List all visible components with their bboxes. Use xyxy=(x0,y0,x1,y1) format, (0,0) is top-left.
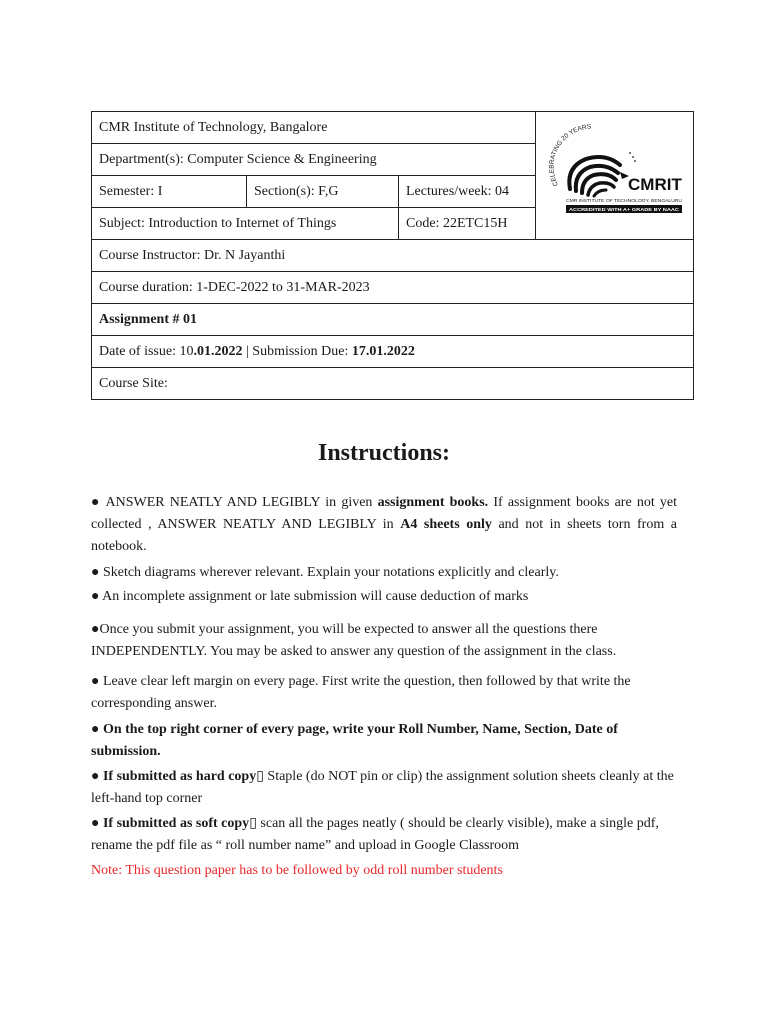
instruction-7 xyxy=(91,766,677,810)
instruction-8-bold: ● If submitted as soft copy xyxy=(91,816,250,831)
logo-accreditation: ACCREDITED WITH A+ GRADE BY NAAC xyxy=(568,207,680,212)
institute-name: CMR Institute of Technology, Bangalore xyxy=(92,112,536,144)
issue-label: Date of issue: 10 xyxy=(99,343,194,359)
due-date: 17.01.2022 xyxy=(351,343,415,359)
instruction-7-bold: ● If submitted as hard copy xyxy=(91,769,257,784)
dates-row xyxy=(92,336,694,368)
instruction-1-text: ● ANSWER NEATLY AND LEGIBLY in given xyxy=(91,495,378,510)
instruction-3: ● An incomplete assignment or late submission will cause deduction of marks xyxy=(91,589,529,604)
instruction-4: ●Once you submit your assignment, you will be expected to answer all the questions there INDEPENDENTLY. You may be asked to answer any question of the assignment in the class. xyxy=(91,622,617,659)
semester: Semester: I xyxy=(92,176,247,208)
logo-tagline: CMR INSTITUTE OF TECHNOLOGY, BENGALURU xyxy=(565,198,682,203)
assignment-number: Assignment # 01 xyxy=(92,304,694,336)
lectures-per-week: Lectures/week: 04 xyxy=(399,176,536,208)
course-header-table xyxy=(91,111,694,400)
instruction-8-text: scan all the pages neatly ( should be clearly visible), make a single pdf, rename the pdf file as “ roll number name” and upload in Google Classroom xyxy=(91,816,659,853)
instruction-6: ● On the top right corner of every page, write your Roll Number, Name, Section, Date of submission. xyxy=(91,722,618,759)
cmrit-logo xyxy=(536,112,694,240)
subject: Subject: Introduction to Internet of Things xyxy=(92,208,399,240)
missing-glyph-box-icon: ▯ xyxy=(249,816,257,831)
department: Department(s): Computer Science & Engineering xyxy=(92,144,536,176)
instruction-8 xyxy=(91,813,677,857)
instruction-7-text: Staple (do NOT pin or clip) the assignment solution sheets cleanly at the left-hand top corner xyxy=(91,769,674,806)
instruction-1-text-3: and not in sheets torn from a notebook. xyxy=(91,517,678,554)
instruction-1-text-2: If assignment books are not yet collected , ANSWER NEATLY AND LEGIBLY in xyxy=(91,495,677,532)
instruction-1-bold-books: assignment books. xyxy=(377,495,489,510)
instruction-1 xyxy=(91,492,677,558)
logo-wordmark: CMRIT xyxy=(627,175,682,194)
logo-celebrating-text: CELEBRATING 20 YEARS xyxy=(548,123,591,188)
missing-glyph-box-icon: ▯ xyxy=(256,769,264,784)
instructions-heading: Instructions: xyxy=(317,440,450,466)
instruction-2: ● Sketch diagrams wherever relevant. Explain your notations explicitly and clearly. xyxy=(91,565,559,580)
instruction-1-bold-a4: A4 sheets only xyxy=(400,517,492,532)
note-odd-roll: Note: This question paper has to be followed by odd roll number students xyxy=(91,863,503,878)
course-site: Course Site: xyxy=(92,368,694,400)
issue-date-bold: .01.2022 xyxy=(193,343,243,359)
submission-label: | Submission Due: xyxy=(242,343,352,359)
course-duration: Course duration: 1-DEC-2022 to 31-MAR-2023 xyxy=(92,272,694,304)
course-code: Code: 22ETC15H xyxy=(399,208,536,240)
cmrit-logo-icon xyxy=(546,123,684,223)
sections: Section(s): F,G xyxy=(247,176,399,208)
instruction-5: ● Leave clear left margin on every page. First write the question, then followed by that write the corresponding answer. xyxy=(91,674,631,711)
course-instructor: Course Instructor: Dr. N Jayanthi xyxy=(92,240,694,272)
